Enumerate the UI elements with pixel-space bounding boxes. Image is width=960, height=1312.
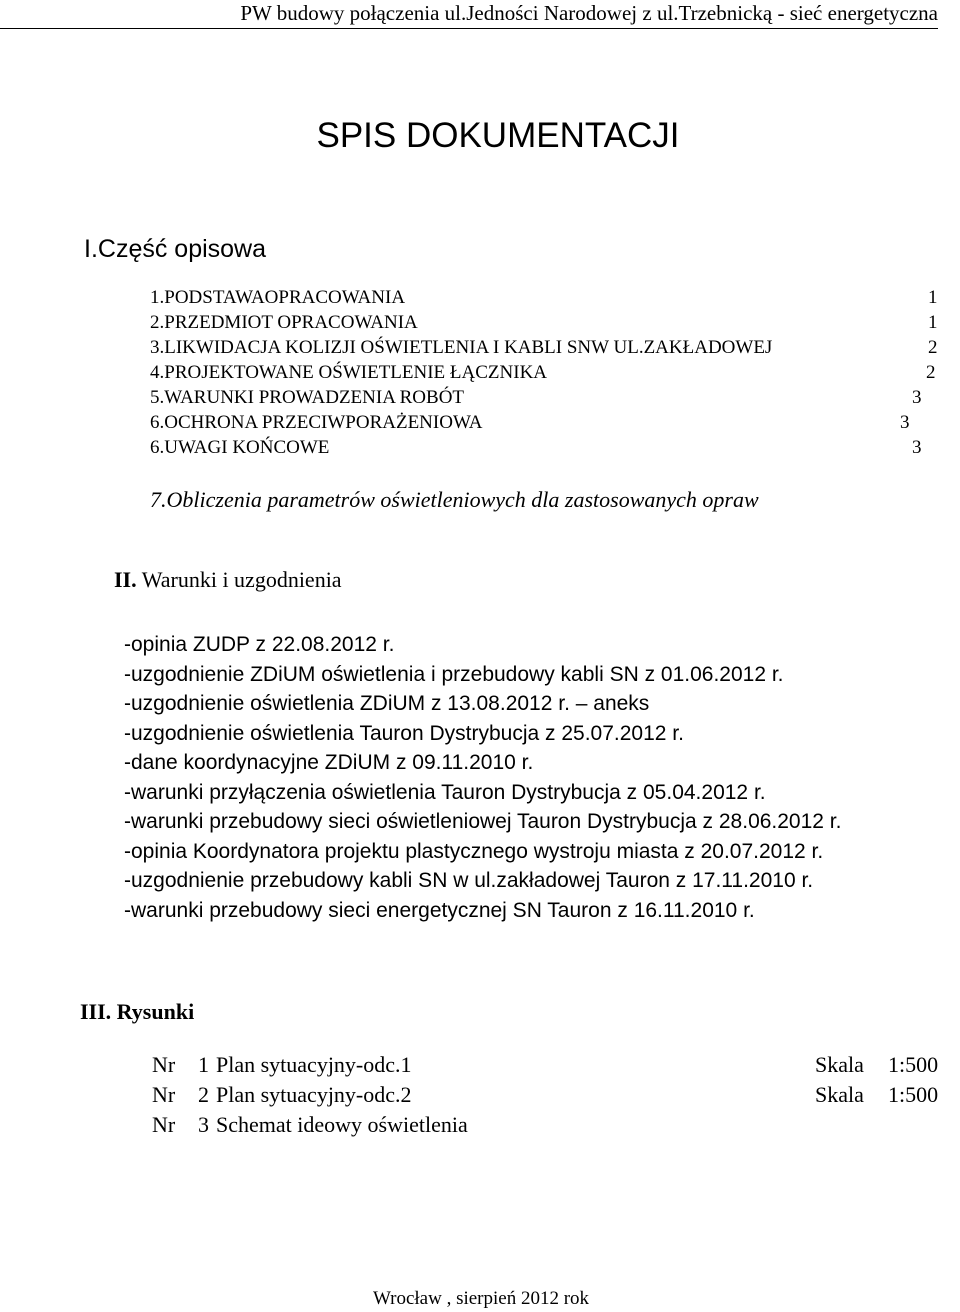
toc-item-page: 3: [912, 437, 922, 458]
toc-item-label: 5.WARUNKI PROWADZENIA ROBÓT: [150, 387, 465, 408]
drawing-row: [152, 1050, 960, 1080]
drawing-name: Schemat ideowy oświetlenia: [216, 1112, 468, 1137]
page-header: [0, 0, 938, 29]
header-text: PW budowy połączenia ul.Jedności Narodowej z ul.Trzebnicką - sieć energetyczna: [240, 1, 938, 25]
toc-item-label: 6.UWAGI KOŃCOWE: [150, 437, 330, 458]
conditions-item: -warunki przebudowy sieci oświetleniowej Tauron Dystrybucja z 28.06.2012 r.: [124, 810, 842, 833]
conditions-list: [124, 630, 841, 925]
drawing-number: 1: [198, 1052, 209, 1077]
toc-item-label: 3.LIKWIDACJA KOLIZJI OŚWIETLENIA I KABLI SNW UL.ZAKŁADOWEJ: [150, 337, 773, 358]
toc-item-label: 4.PROJEKTOWANE OŚWIETLENIE ŁĄCZNIKA: [150, 362, 548, 383]
conditions-item: -warunki przyłączenia oświetlenia Tauron Dystrybucja z 05.04.2012 r.: [124, 780, 766, 804]
conditions-item: -uzgodnienie oświetlenia Tauron Dystrybucja z 25.07.2012 r.: [124, 721, 684, 745]
section-2-heading: [114, 566, 342, 594]
toc-item-page: 1: [928, 287, 938, 308]
drawings-list: [152, 1050, 960, 1140]
section-1-heading: I.Część opisowa: [84, 235, 267, 263]
drawing-scale-label: Skala: [815, 1052, 864, 1077]
drawing-row: [152, 1080, 960, 1110]
drawing-number: 3: [198, 1112, 209, 1137]
drawing-scale: 1:500: [888, 1052, 939, 1077]
toc-item-label: 1.PODSTAWAOPRACOWANIA: [150, 287, 406, 308]
conditions-item: -uzgodnienie oświetlenia ZDiUM z 13.08.2012 r. – aneks: [124, 692, 650, 715]
conditions-item: -opinia ZUDP z 22.08.2012 r.: [124, 633, 395, 656]
toc-item-label: 2.PRZEDMIOT OPRACOWANIA: [150, 312, 418, 333]
drawing-scale-label: Skala: [815, 1082, 864, 1107]
drawing-name: Plan sytuacyjny-odc.1: [216, 1052, 412, 1077]
toc-item-page: 3: [900, 412, 910, 433]
toc-item-page: 2: [928, 337, 938, 358]
footer-place-date: Wrocław , sierpień 2012 rok: [372, 1288, 590, 1309]
toc-item-7: 7.Obliczenia parametrów oświetleniowych dla zastosowanych opraw: [150, 487, 759, 512]
conditions-item: -uzgodnienie ZDiUM oświetlenia i przebudowy kabli SN z 01.06.2012 r.: [124, 662, 784, 686]
toc-item-label: 6.OCHRONA PRZECIWPORAŻENIOWA: [150, 412, 483, 433]
conditions-item: -dane koordynacyjne ZDiUM z 09.11.2010 r.: [124, 751, 534, 774]
section-2-roman: II.: [114, 567, 137, 592]
drawing-scale: 1:500: [888, 1082, 939, 1107]
document-title: SPIS DOKUMENTACJI: [316, 116, 680, 155]
drawing-nr: Nr: [152, 1082, 176, 1107]
drawing-row: [152, 1110, 960, 1140]
drawing-nr: Nr: [152, 1112, 176, 1137]
conditions-item: -warunki przebudowy sieci energetycznej SN Tauron z 16.11.2010 r.: [124, 898, 755, 922]
drawing-name: Plan sytuacyjny-odc.2: [216, 1082, 412, 1107]
drawing-number: 2: [198, 1082, 209, 1107]
toc-item-page: 2: [926, 362, 936, 383]
section-2-title: Warunki i uzgodnienia: [141, 567, 342, 592]
toc-item-page: 1: [928, 312, 938, 333]
conditions-item: -opinia Koordynatora projektu plastycznego wystroju miasta z 20.07.2012 r.: [124, 839, 824, 863]
drawing-nr: Nr: [152, 1052, 176, 1077]
conditions-item: -uzgodnienie przebudowy kabli SN w ul.zakładowej Tauron z 17.11.2010 r.: [124, 869, 814, 892]
section-3-heading: III. Rysunki: [80, 999, 195, 1024]
toc-item-page: 3: [912, 387, 922, 408]
